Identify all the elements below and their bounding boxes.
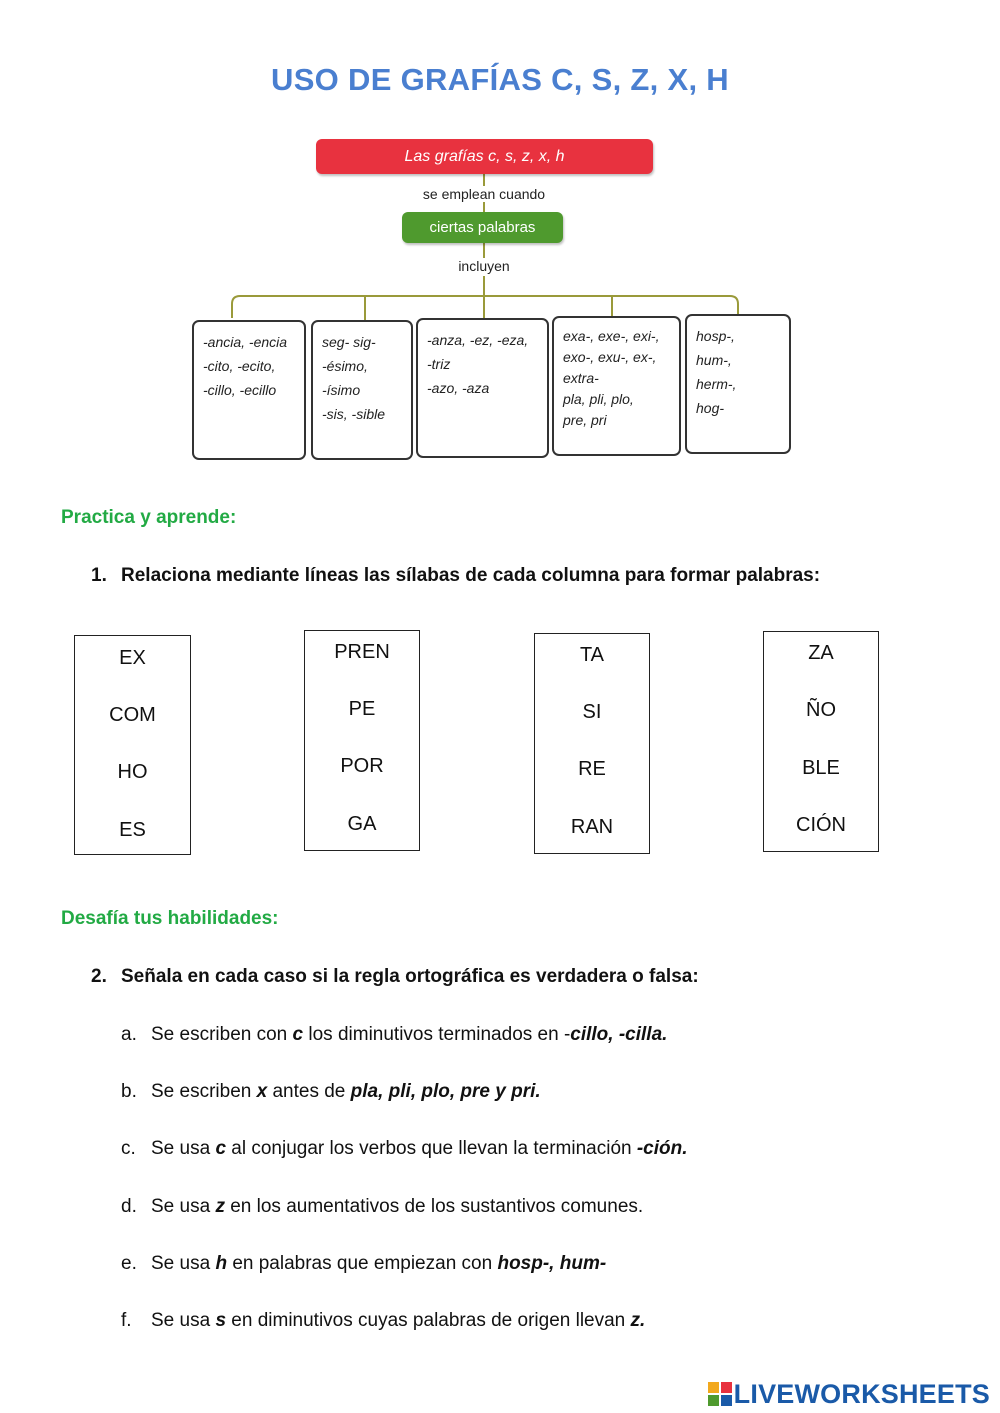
question-1 (91, 565, 820, 587)
item-key-letter: c (292, 1024, 304, 1045)
item-letter: a. (121, 1024, 137, 1045)
item-letter: e. (121, 1253, 137, 1274)
syllable: PREN (334, 641, 390, 663)
rule-item-a (121, 1024, 667, 1046)
rule-item-c (121, 1138, 688, 1160)
item-text: los diminutivos terminados en - (303, 1024, 571, 1045)
syllable: RAN (570, 816, 614, 838)
question-text: Relaciona mediante líneas las sílabas de cada columna para formar palabras: (121, 565, 821, 586)
rule-item-e (121, 1253, 606, 1275)
concept-box-line: -cito, -ecito, (203, 358, 276, 374)
rule-item-b (121, 1081, 541, 1103)
concept-box-line: pre, pri (563, 412, 607, 428)
item-letter: d. (121, 1196, 137, 1217)
item-text: en palabras que empiezan con (227, 1253, 498, 1274)
concept-box-line: hosp-, (696, 328, 735, 344)
concept-box-line: -sis, -sible (322, 406, 386, 422)
section-heading-practica: Practica y aprende: (61, 507, 237, 528)
concept-box-line: hum-, (696, 352, 732, 368)
concept-middle-label: ciertas palabras (402, 212, 563, 243)
logo-text: LIVEWORKSHEETS (733, 1379, 990, 1409)
item-key-letter: h (215, 1253, 228, 1274)
item-letter: c. (121, 1138, 136, 1159)
concept-box-line: extra- (563, 370, 599, 386)
syllable-column-3 (534, 633, 650, 854)
item-emphasis: hosp-, hum- (497, 1253, 607, 1274)
syllable: EX (119, 647, 146, 669)
concept-box-line: -ancia, -encia (203, 334, 288, 350)
item-text: Se escriben (151, 1081, 257, 1102)
syllable: POR (340, 755, 384, 777)
syllable: ES (119, 819, 146, 841)
concept-box-line: hog- (696, 400, 725, 416)
concept-box-line: exa-, exe-, exi-, (563, 328, 660, 344)
item-letter: f. (121, 1310, 132, 1331)
question-2 (91, 966, 699, 988)
syllable: GA (347, 813, 377, 835)
concept-box-line: -triz (427, 356, 451, 372)
question-text: Señala en cada caso si la regla ortográfica es verdadera o falsa: (121, 966, 699, 987)
item-emphasis: cillo, -cilla. (570, 1024, 668, 1045)
item-text: en diminutivos cuyas palabras de origen llevan (226, 1310, 631, 1331)
concept-box-line: seg- sig- (322, 334, 376, 350)
question-number: 1. (91, 565, 107, 586)
item-text: antes de (267, 1081, 351, 1102)
liveworksheets-logo-icon (708, 1382, 732, 1406)
concept-box-line: -anza, -ez, -eza, (427, 332, 529, 348)
item-text: al conjugar los verbos que llevan la terminación (226, 1138, 637, 1159)
item-letter: b. (121, 1081, 137, 1102)
syllable: COM (109, 704, 156, 726)
syllable-column-4 (763, 631, 879, 852)
section-heading-desafia: Desafía tus habilidades: (61, 908, 279, 929)
syllable-column-2 (304, 630, 420, 851)
item-key-letter: z (215, 1196, 225, 1217)
syllable: ÑO (806, 699, 836, 721)
syllable: TA (579, 644, 605, 666)
liveworksheets-logo (708, 1379, 990, 1410)
item-text: Se usa (151, 1310, 216, 1331)
item-key-letter: s (215, 1310, 227, 1331)
syllable-column-1 (74, 635, 191, 855)
syllable: SI (582, 701, 602, 723)
syllable: BLE (802, 757, 840, 779)
concept-box-2 (311, 320, 413, 460)
concept-box-4 (552, 316, 681, 456)
item-key-letter: c (215, 1138, 227, 1159)
concept-box-line: -cillo, -ecillo (203, 382, 277, 398)
concept-box-3 (416, 318, 549, 458)
syllable: HO (117, 761, 148, 783)
item-text: Se escriben con (151, 1024, 293, 1045)
concept-top-label: Las grafías c, s, z, x, h (316, 139, 653, 174)
item-text: Se usa (151, 1196, 216, 1217)
syllable: RE (578, 758, 606, 780)
page-title: USO DE GRAFÍAS C, S, Z, X, H (271, 62, 729, 97)
syllable: CIÓN (796, 814, 846, 836)
concept-box-line: -ésimo, (322, 358, 368, 374)
item-text: Se usa (151, 1138, 216, 1159)
concept-box-line: -azo, -aza (427, 380, 490, 396)
syllable: PE (348, 698, 376, 720)
concept-box-line: herm-, (696, 376, 737, 392)
item-emphasis: z. (630, 1310, 646, 1331)
rule-item-d (121, 1196, 643, 1218)
syllable: ZA (808, 642, 834, 664)
item-emphasis: -ción. (636, 1138, 688, 1159)
connector-text-1: se emplean cuando (422, 186, 546, 202)
connector-text-2: incluyen (458, 258, 510, 274)
rule-item-f (121, 1310, 645, 1332)
item-text: Se usa (151, 1253, 216, 1274)
item-emphasis: pla, pli, plo, pre y pri. (350, 1081, 541, 1102)
concept-box-line: exo-, exu-, ex-, (563, 349, 657, 365)
item-key-letter: x (256, 1081, 268, 1102)
item-text: en los aumentativos de los sustantivos comunes. (224, 1196, 644, 1217)
concept-box-5 (685, 314, 791, 454)
concept-box-1 (192, 320, 306, 460)
concept-box-line: -ísimo (322, 382, 361, 398)
question-number: 2. (91, 966, 107, 987)
concept-box-line: pla, pli, plo, (563, 391, 634, 407)
